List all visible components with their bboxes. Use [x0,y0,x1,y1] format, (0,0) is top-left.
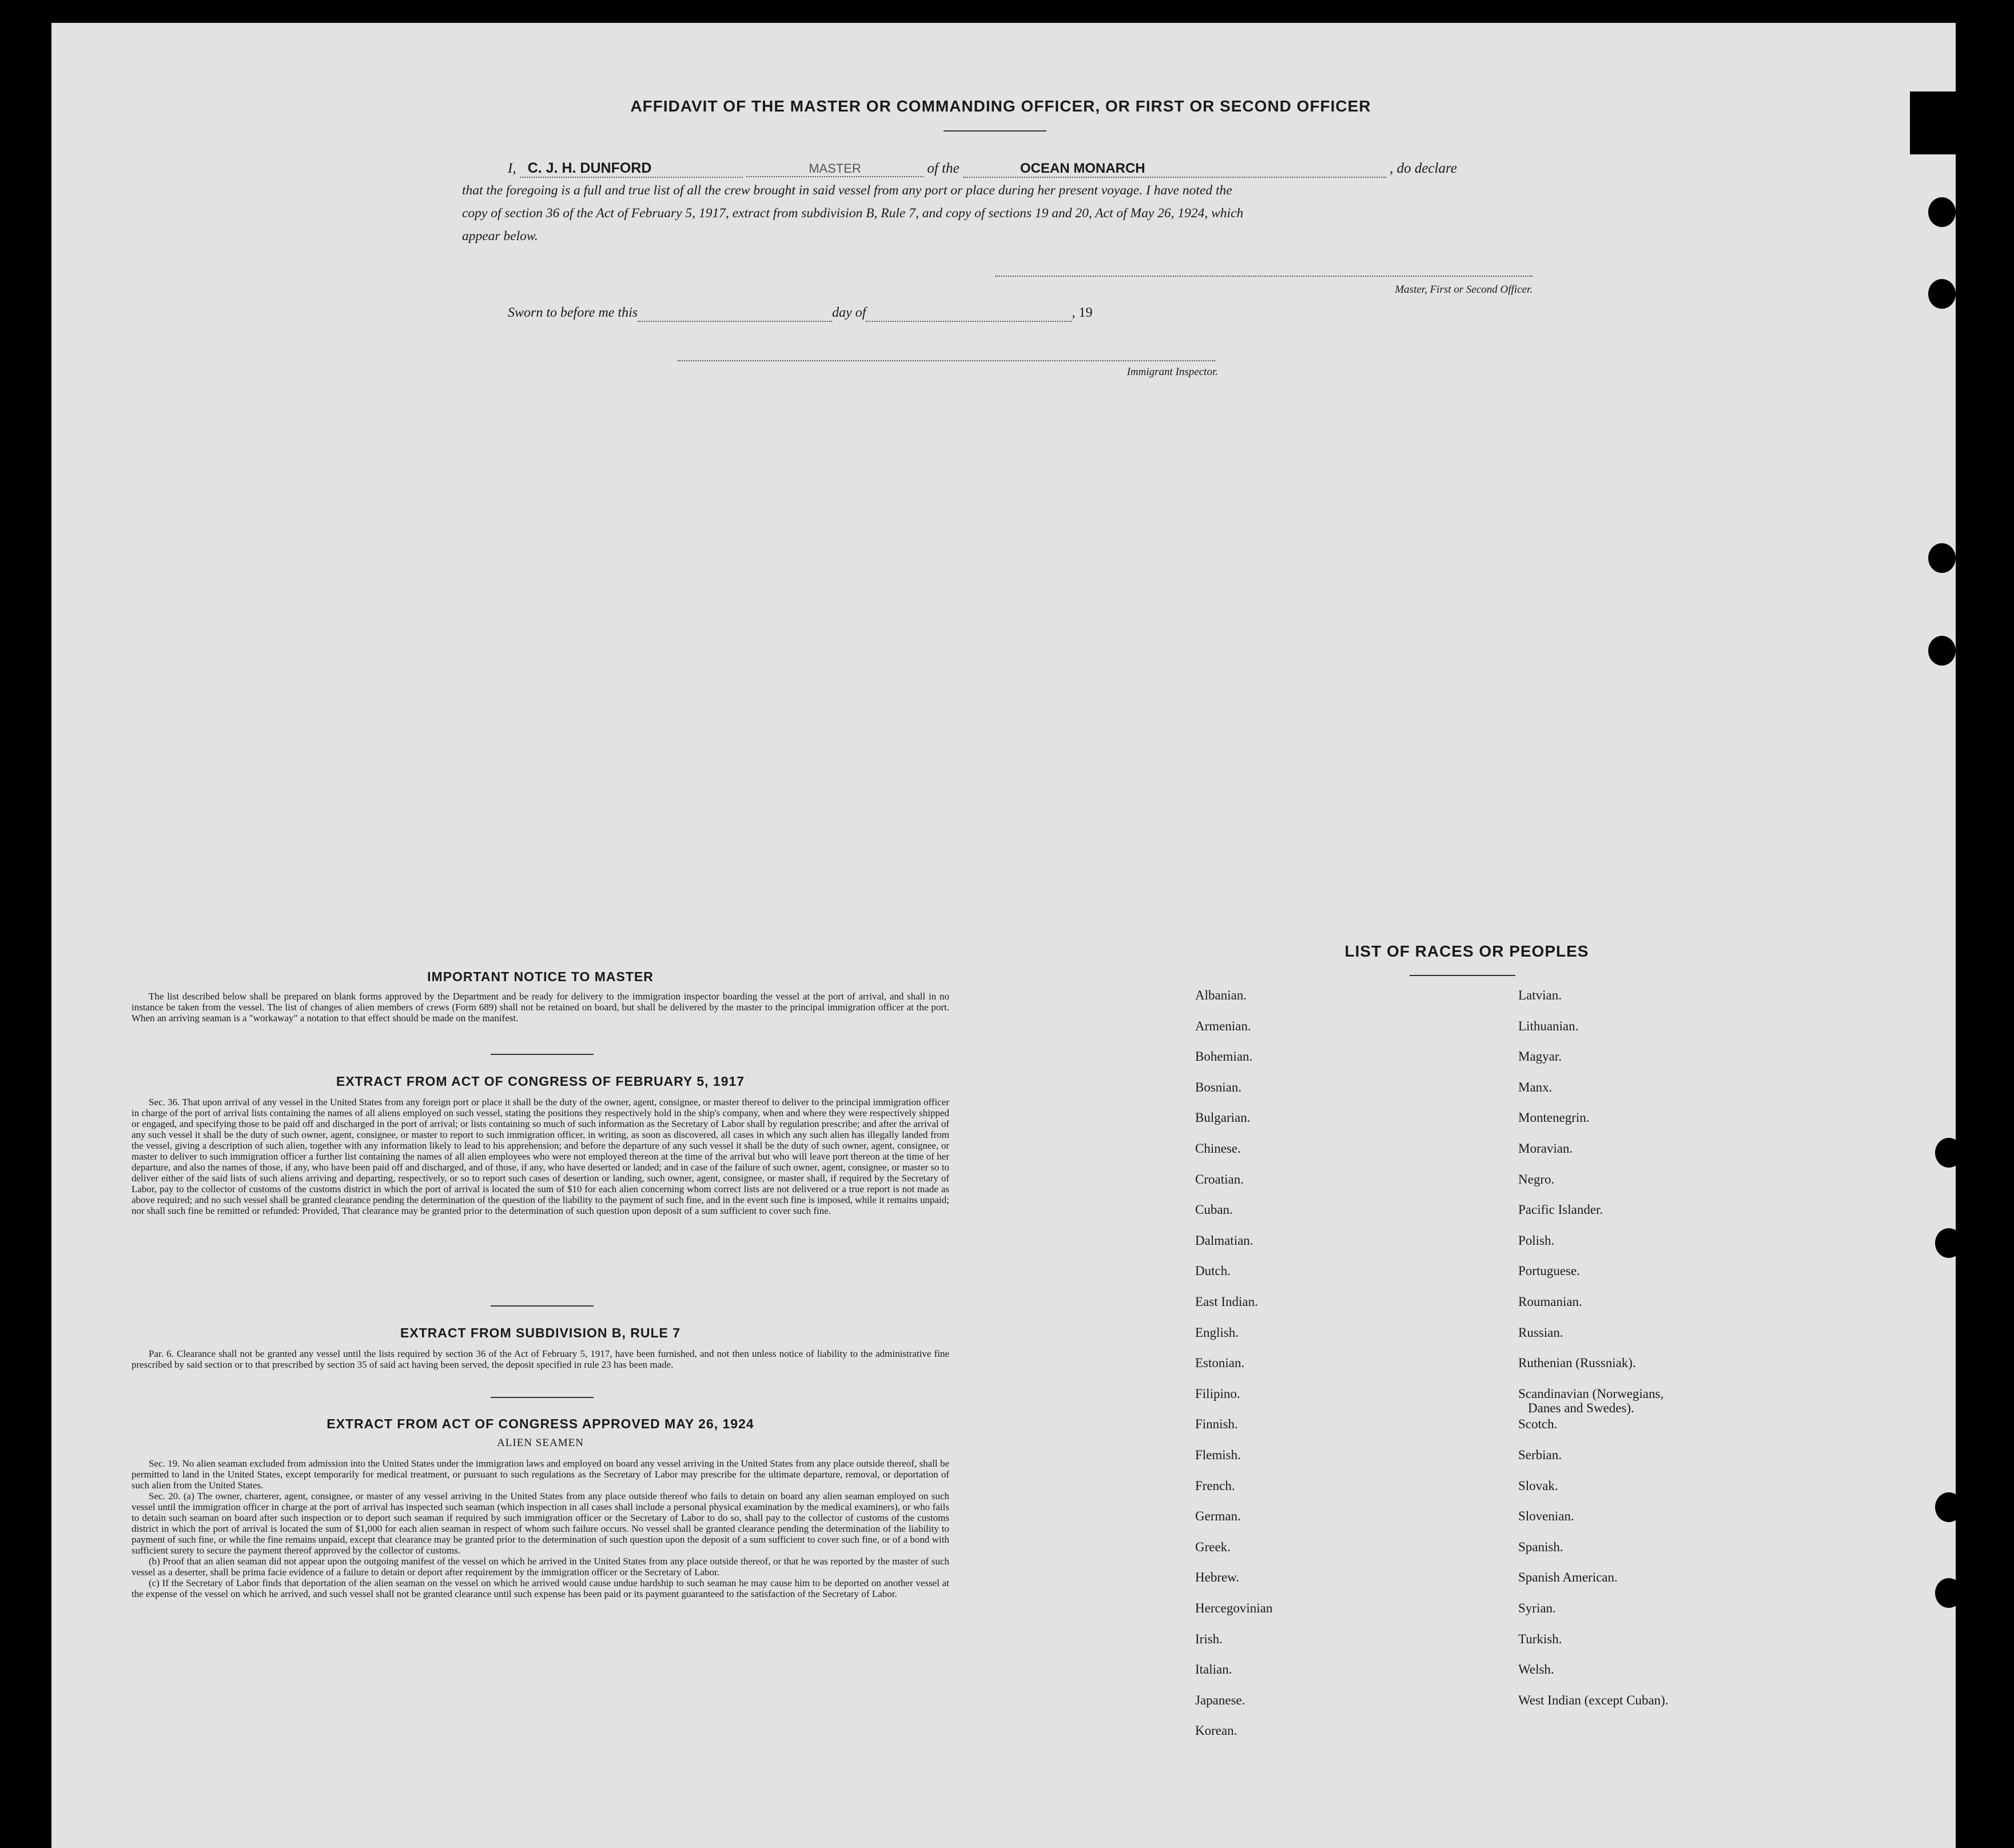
sworn-day-field[interactable] [638,305,832,322]
race-item: Finnish. [1195,1417,1238,1432]
sec-20b-paragraph: (b) Proof that an alien seaman did not appear upon the outgoing manifest of the vessel on which he arrived in the United States from any place outside thereof, or that he was reported by the master of such vessel as a deserter, shall be prima facie evidence of a failure to detain or deport after requirement by the immigration officer or the Secretary of Labor. [132,1556,949,1578]
affidavit-line2: that the foregoing is a full and true list of all the crew brought in said vessel from any port or place during her present voyage. I have noted the [462,183,1232,198]
sworn-line [508,305,1092,322]
notice-paragraph: The list described below shall be prepared on blank forms approved by the Department and be ready for delivery to the immigration inspector boarding the vessel at the port of arrival, and shall in no instance be taken from the vessel. The list of changes of alien members of crews (Form 689) shall not be retained on board, but shall be delivered by the master to the principal immigration officer at the port. When an arriving seaman is a "workaway" a notation to that effect should be made on the manifest. [132,991,949,1023]
race-item: Japanese. [1195,1692,1245,1707]
par-6-paragraph: Par. 6. Clearance shall not be granted any vessel until the lists required by section 36 of the Act of February 5, 1917, have been furnished, and not then unless notice of liability to the administrative fine prescribed by said section or to that prescribed by section 35 of said act having been served, the deposit specified in rule 23 has been made. [132,1348,949,1370]
race-item: Hercegovinian [1195,1601,1273,1615]
race-item: Serbian. [1518,1448,1562,1462]
race-item: West Indian (except Cuban). [1518,1692,1669,1707]
inspector-signature-line[interactable] [678,360,1215,361]
race-item: German. [1195,1509,1241,1524]
punch-hole [1928,543,1956,573]
race-item: Armenian. [1195,1018,1251,1033]
notice-text [132,991,949,1023]
race-item: Slovak. [1518,1478,1558,1493]
race-item: Manx. [1518,1080,1553,1094]
do-declare-label: , do declare [1390,161,1457,176]
races-title: LIST OF RACES OR PEOPLES [1344,942,1589,960]
race-item: Hebrew. [1195,1570,1240,1585]
race-item: Moravian. [1518,1141,1573,1156]
race-item: Slovenian. [1518,1509,1574,1524]
master-signature-caption: Master, First or Second Officer. [1395,284,1533,296]
affidavit-line1 [508,160,1534,178]
race-item: Dutch. [1195,1264,1231,1279]
race-item: Latvian. [1518,988,1562,1002]
affidavit-line3: copy of section 36 of the Act of February 5, 1917, extract from subdivision B, Rule 7, and copy of sections 19 and 20, Act of May 26, 1924, which [462,206,1244,221]
vessel-name: OCEAN MONARCH [1020,161,1145,176]
extract-1917-text [132,1097,949,1216]
race-item: Spanish. [1518,1539,1563,1554]
punch-hole [1935,1492,1963,1522]
of-the-label: of the [927,161,960,176]
race-item: English. [1195,1325,1239,1340]
punch-hole [1935,1578,1963,1608]
race-item: Lithuanian. [1518,1018,1579,1033]
race-item: Croatian. [1195,1172,1244,1186]
inspector-caption: Immigrant Inspector. [1127,366,1218,378]
race-item: Danes and Swedes). [1528,1400,1634,1415]
punch-hole [1935,1138,1963,1168]
race-item: Dalmatian. [1195,1233,1253,1248]
race-item: Filipino. [1195,1386,1240,1401]
race-item: Polish. [1518,1233,1555,1248]
extract-1924-text [132,1458,949,1599]
extract-1917-title: EXTRACT FROM ACT OF CONGRESS OF FEBRUARY 5, 1917 [336,1074,745,1089]
sec-19-paragraph: Sec. 19. No alien seaman excluded from admission into the United States under the immigration laws and employed on board any vessel arriving in the United States from any place outside thereof, shall be permitted to land in the United States, except temporarily for medical treatment, or pursuant to such regulations as the Secretary of Labor may prescribe for the ultimate departure, removal, or deportation of such alien from the United States. [132,1458,949,1491]
race-item: Cuban. [1195,1202,1233,1217]
affidavit-line4: appear below. [462,229,538,244]
rank-field[interactable] [746,161,924,177]
race-item: Italian. [1195,1662,1232,1677]
punch-hole [1935,1228,1963,1258]
sworn-month-field[interactable] [866,305,1072,322]
race-item: Negro. [1518,1172,1555,1186]
sec-20c-paragraph: (c) If the Secretary of Labor finds that deportation of the alien seaman on the vessel on which he arrived would cause undue hardship to such seaman he may cause him to be deported on another vessel at the expense of the vessel on which he arrived, and such vessel shall not be granted clearance until such expense has been paid or its payment guaranteed to the satisfaction of the Secretary of Labor. [132,1578,949,1599]
master-name-field[interactable] [520,160,743,178]
race-item: Turkish. [1518,1631,1562,1646]
master-signature-line[interactable] [995,276,1533,277]
race-item: Estonian. [1195,1356,1245,1371]
race-item: East Indian. [1195,1295,1258,1309]
rule7-title: EXTRACT FROM SUBDIVISION B, RULE 7 [400,1325,681,1340]
race-item: Bosnian. [1195,1080,1242,1094]
section-divider [491,1397,594,1398]
sworn-label: Sworn to before me this [508,305,638,320]
master-name: C. J. H. DUNFORD [527,160,652,176]
punch-hole [1928,197,1956,227]
extract-1924-title: EXTRACT FROM ACT OF CONGRESS APPROVED MAY 26, 1924 [327,1416,754,1431]
punch-hole [1928,636,1956,666]
race-item: Syrian. [1518,1601,1556,1615]
notice-title: IMPORTANT NOTICE TO MASTER [427,969,654,984]
race-item: Bohemian. [1195,1049,1253,1064]
race-item: Flemish. [1195,1448,1241,1462]
race-item: Portuguese. [1518,1264,1580,1279]
torn-edge [1910,91,1961,154]
race-item: Russian. [1518,1325,1563,1340]
race-item: Korean. [1195,1723,1237,1738]
section-divider [491,1054,594,1055]
rank: MASTER [809,161,861,176]
race-item: Montenegrin. [1518,1110,1590,1125]
race-item: Ruthenian (Russniak). [1518,1356,1636,1371]
year-label: , 19 [1072,305,1093,320]
affidavit-title: AFFIDAVIT OF THE MASTER OR COMMANDING OFFICER, OR FIRST OR SECOND OFFICER [630,97,1371,115]
race-item: Greek. [1195,1539,1231,1554]
section-divider [491,1305,594,1307]
sec-20a-paragraph: Sec. 20. (a) The owner, charterer, agent, consignee, or master of any vessel arriving in the United States from any place outside thereof who fails to detain on board any alien seaman employed on such vessel until the immigration officer in charge at the port of arrival has inspected such seaman (which inspection in all cases shall include a personal physical examination by the medical examiners), or who fails to detain such seaman on board after such inspection or to deport such seaman if required by such immigration officer or the Secretary of Labor to do so, shall pay to the collector of customs of the customs district in which the port of arrival is located the sum of $1,000 for each alien seaman in respect of whom such failure occurs. No vessel shall be granted clearance pending the determination of the liability to payment of such fine, or while the fine remains unpaid, except that clearance may be granted prior to the determination of such question upon the deposit of a sum sufficient to cover such fine, or of a bond with sufficient surety to secure the payment thereof approved by the collector of customs. [132,1491,949,1556]
day-of-label: day of [832,305,866,320]
races-title-underline [1410,975,1515,976]
i-label: I, [508,161,516,176]
race-item: Spanish American. [1518,1570,1618,1585]
race-item: Magyar. [1518,1049,1562,1064]
race-item: Roumanian. [1518,1295,1582,1309]
race-item: French. [1195,1478,1235,1493]
rule7-text [132,1348,949,1370]
race-item: Scandinavian (Norwegians, [1518,1386,1664,1401]
race-item: Chinese. [1195,1141,1241,1156]
race-item: Bulgarian. [1195,1110,1251,1125]
sec-36-paragraph: Sec. 36. That upon arrival of any vessel in the United States from any foreign port or place it shall be the duty of the owner, agent, consignee, or master thereof to deliver to the principal immigration officer in charge of the port of arrival lists containing the names of all aliens employed on such vessel, stating the positions they respectively hold in the ship's company, when and where they were respectively shipped or engaged, and specifying those to be paid off and discharged in the port of arrival; or lists containing so much of such information as the Secretary of Labor shall by regulation prescribe; and after the arrival of any such vessel it shall be the duty of such owner, agent, consignee, or master to report to such immigration officer, in writing, as soon as discovered, all cases in which any such alien has illegally landed from the vessel, giving a description of such alien, together with any information likely to lead to his apprehension; and before the departure of any such vessel it shall be the duty of such owner, agent, consignee, or master to deliver to such immigration officer a further list containing the names of all alien employees who were not employed thereon at the time of the arrival but who will leave port thereon at the time of her departure, and also the names of those, if any, who have been paid off and discharged, and of those, if any, who have deserted or landed; and in case of the failure of such owner, agent, consignee, or master so to deliver either of the said lists of such aliens arriving and departing, respectively, or so to report such cases of desertion or landing, such owner, agent, consignee, or master shall, if required by the Secretary of Labor, pay to the collector of customs of the customs district in which the port of arrival is located the sum of $10 for each alien concerning whom correct lists are not delivered or a true report is not made as above required; and no such vessel shall be granted clearance pending the determination of the question of the liability to the payment of such fine, and in the event such fine is imposed, while it remains unpaid; nor shall such fine be remitted or refunded: Provided, That clearance may be granted prior to the determination of such question upon deposit of a sum sufficient to cover such fine. [132,1097,949,1216]
race-item: Welsh. [1518,1662,1554,1677]
race-item: Scotch. [1518,1417,1558,1432]
race-item: Pacific Islander. [1518,1202,1603,1217]
vessel-name-field[interactable] [963,161,1386,178]
title-underline [944,130,1046,132]
alien-seamen-subtitle: ALIEN SEAMEN [497,1437,584,1449]
punch-hole [1928,279,1956,309]
race-item: Albanian. [1195,988,1247,1002]
race-item: Irish. [1195,1631,1223,1646]
